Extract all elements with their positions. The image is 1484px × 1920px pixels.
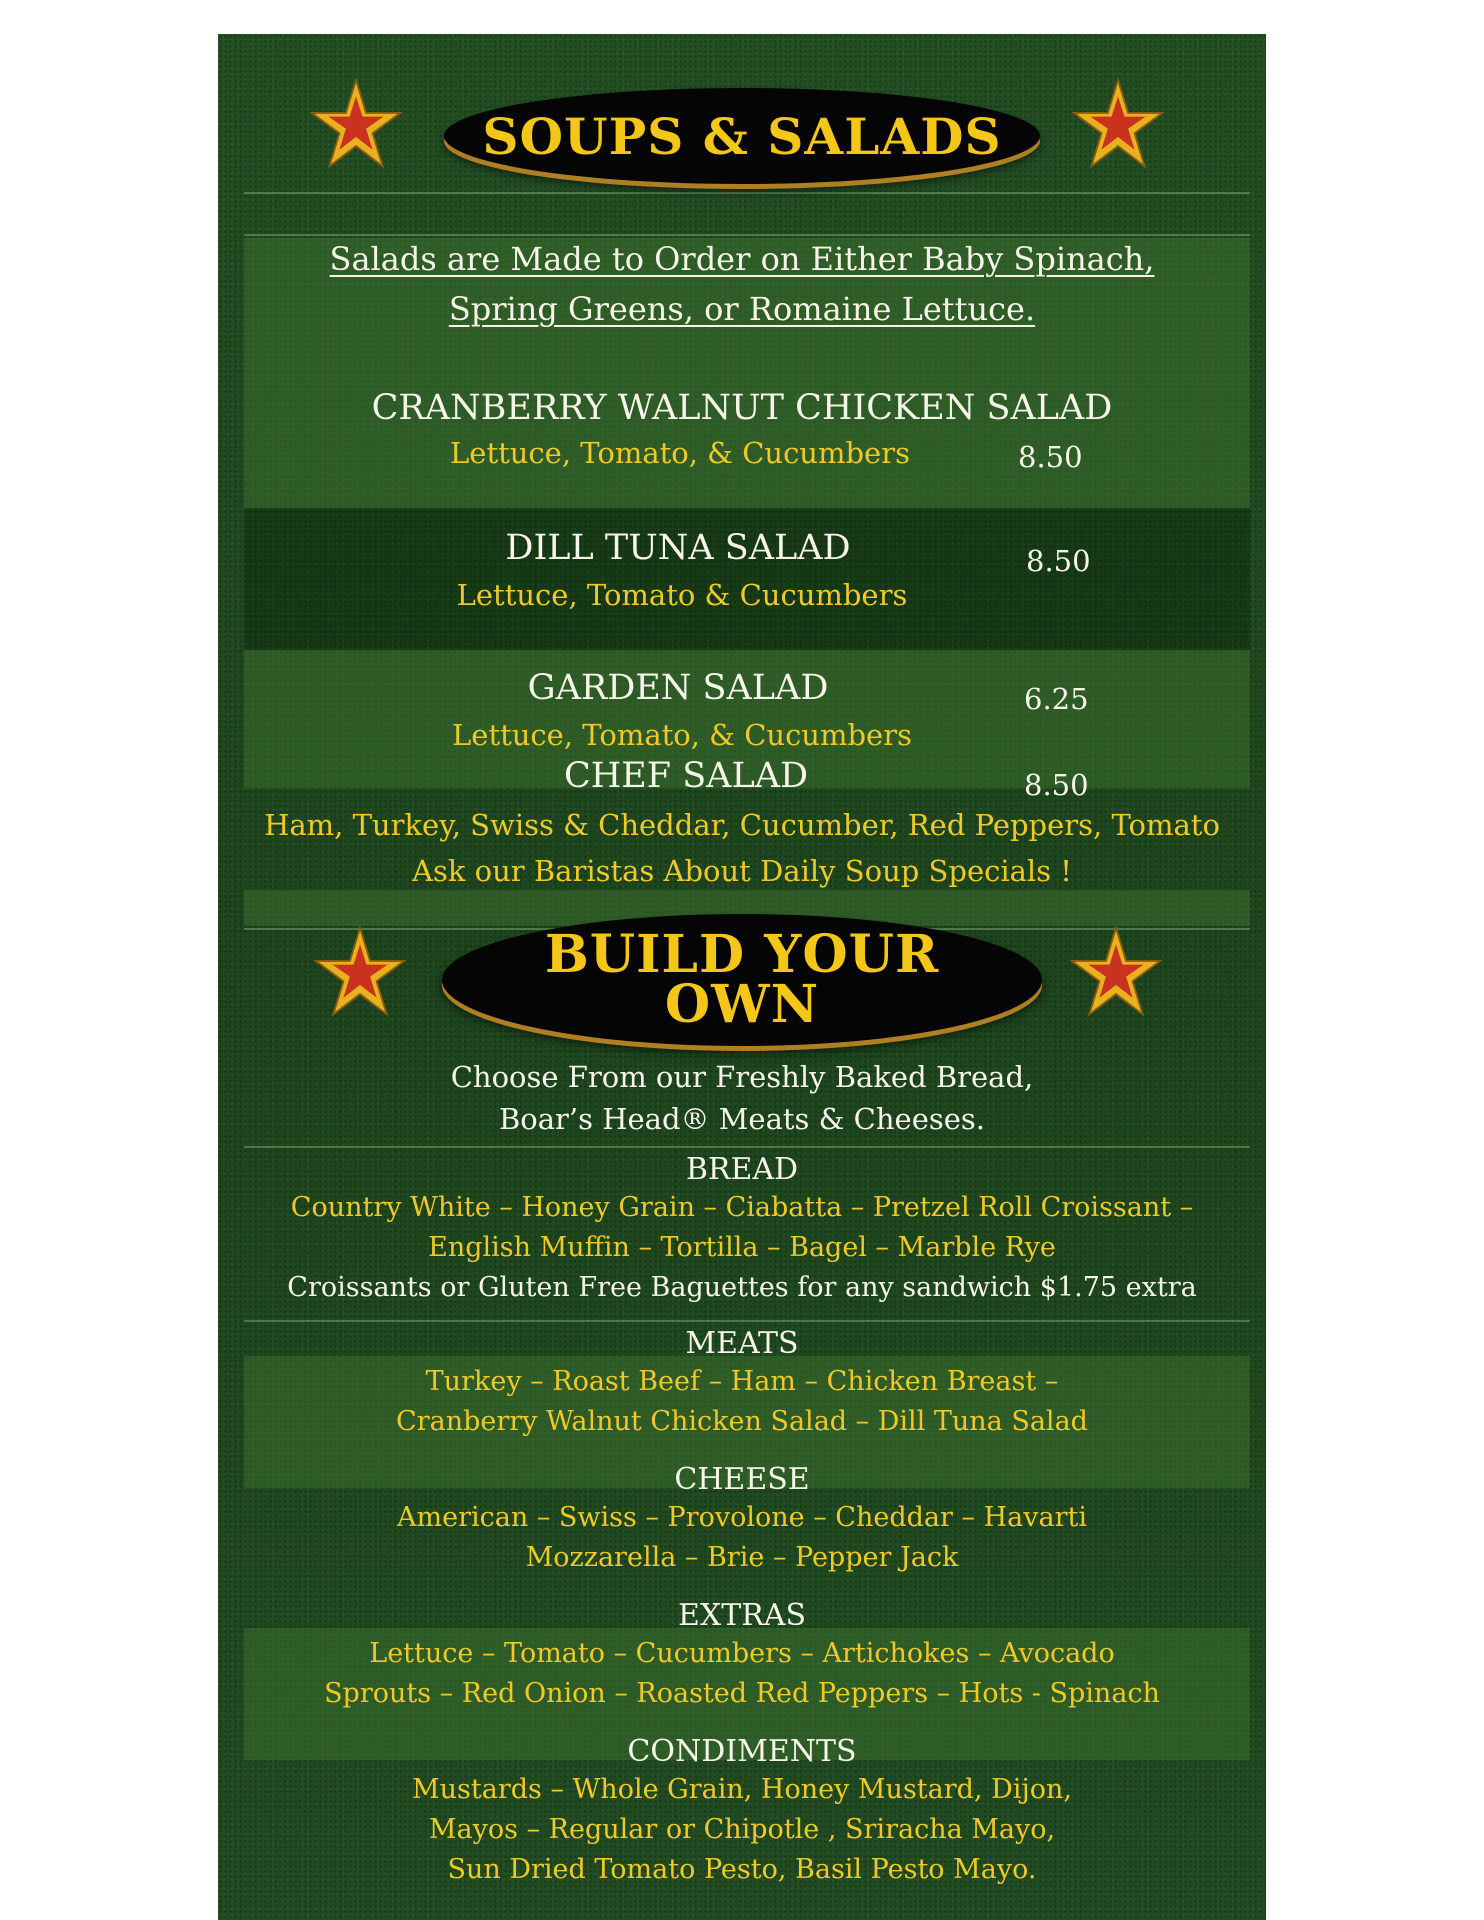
extras-line-1: Lettuce – Tomato – Cucumbers – Artichokes – Avocado: [369, 1638, 1115, 1669]
extras-heading: EXTRAS: [677, 1598, 807, 1633]
salad-intro-line-1: Salads are Made to Order on Either Baby Spinach,: [329, 240, 1155, 278]
soup-specials-note: Ask our Baristas About Daily Soup Specials !: [412, 854, 1072, 888]
cheese-heading: CHEESE: [674, 1462, 810, 1497]
divider: [244, 1146, 1250, 1148]
build-your-own-title-badge: [442, 914, 1042, 1046]
menu-item-name: CRANBERRY WALNUT CHICKEN SALAD: [371, 388, 1113, 428]
divider: [244, 234, 1250, 236]
build-intro-line-2: Boar’s Head® Meats & Cheeses.: [498, 1102, 986, 1136]
star-icon: [310, 78, 402, 170]
menu-item-price: 6.25: [1024, 682, 1089, 716]
menu-item-name: DILL TUNA SALAD: [505, 528, 851, 568]
condiments-heading: CONDIMENTS: [627, 1734, 857, 1769]
condiments-line-1: Mustards – Whole Grain, Honey Mustard, Dijon,: [412, 1774, 1072, 1805]
build-intro-line-1: Choose From our Freshly Baked Bread,: [450, 1060, 1034, 1094]
bread-line-3: Croissants or Gluten Free Baguettes for any sandwich $1.75 extra: [287, 1272, 1197, 1303]
star-icon: [1070, 926, 1162, 1018]
meats-heading: MEATS: [685, 1326, 799, 1361]
bread-line-2: English Muffin – Tortilla – Bagel – Marble Rye: [428, 1232, 1056, 1263]
meats-line-1: Turkey – Roast Beef – Ham – Chicken Breast –: [425, 1366, 1059, 1397]
menu-item-name: GARDEN SALAD: [527, 668, 829, 708]
divider: [244, 192, 1250, 194]
meats-line-2: Cranberry Walnut Chicken Salad – Dill Tuna Salad: [396, 1406, 1088, 1437]
menu-item-name: CHEF SALAD: [563, 756, 809, 796]
bread-line-1: Country White – Honey Grain – Ciabatta – Pretzel Roll Croissant –: [290, 1192, 1194, 1223]
menu-board: [218, 34, 1266, 1920]
menu-item-price: 8.50: [1024, 768, 1089, 802]
condiments-line-3: Sun Dried Tomato Pesto, Basil Pesto Mayo.: [447, 1854, 1037, 1885]
menu-item-price: 8.50: [1018, 440, 1083, 474]
cheese-line-1: American – Swiss – Provolone – Cheddar – Havarti: [397, 1502, 1087, 1533]
cheese-line-2: Mozzarella – Brie – Pepper Jack: [525, 1542, 959, 1573]
menu-item-desc: Lettuce, Tomato & Cucumbers: [456, 578, 908, 612]
bread-heading: BREAD: [685, 1152, 799, 1187]
menu-item-desc: Ham, Turkey, Swiss & Cheddar, Cucumber, Red Peppers, Tomato: [264, 808, 1220, 842]
build-your-own-title-line-1: BUILD YOUR: [544, 924, 940, 985]
star-icon: [1072, 78, 1164, 170]
divider: [244, 1320, 1250, 1322]
soups-salads-title: SOUPS & SALADS: [482, 106, 1002, 166]
extras-line-2: Sprouts – Red Onion – Roasted Red Peppers – Hots - Spinach: [324, 1678, 1160, 1709]
menu-item-desc: Lettuce, Tomato, & Cucumbers: [452, 718, 912, 752]
salad-intro-line-2: Spring Greens, or Romaine Lettuce.: [448, 290, 1036, 328]
menu-item-price: 8.50: [1026, 544, 1091, 578]
condiments-line-2: Mayos – Regular or Chipotle , Sriracha Mayo,: [428, 1814, 1056, 1845]
star-icon: [314, 926, 406, 1018]
soups-salads-title-badge: [444, 88, 1040, 184]
build-your-own-title-line-2: OWN: [664, 974, 820, 1035]
menu-item-desc: Lettuce, Tomato, & Cucumbers: [450, 436, 910, 470]
